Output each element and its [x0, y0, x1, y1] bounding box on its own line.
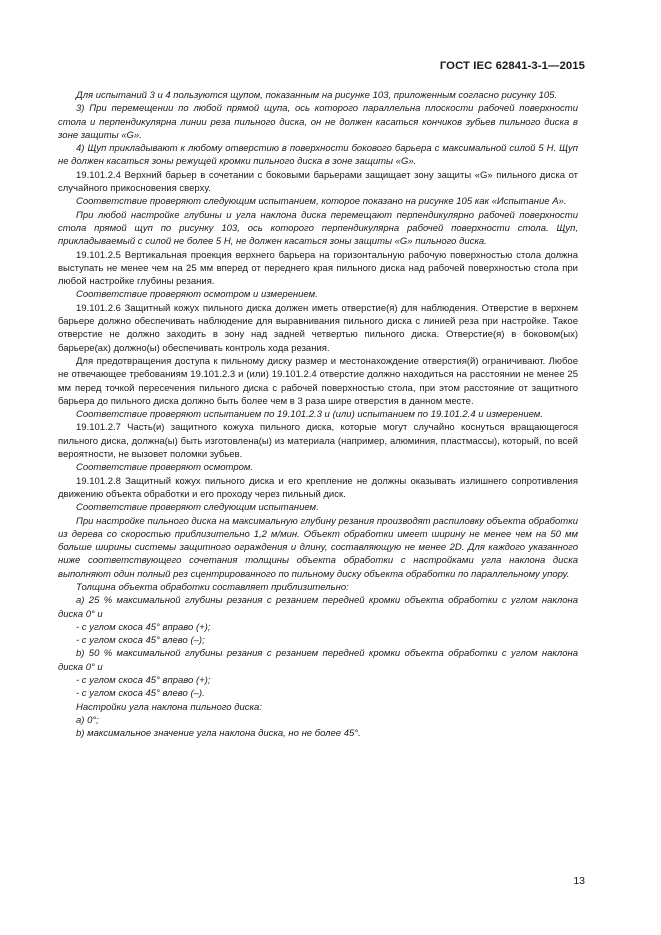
paragraph: 19.101.2.8 Защитный кожух пильного диска и его крепление не должны оказывать излишнего сопротивления движению объекта обработки и его проходу через пильный диск. [58, 475, 578, 500]
paragraph: Для испытаний 3 и 4 пользуются щупом, показанным на рисунке 103, приложенным согласно рисунку 105. [76, 90, 558, 101]
paragraph: 3) При перемещении по любой прямой щупа, ось которого параллельна плоскости рабочей поверхности стола и перпендикулярна линии реза пильного диска, он не должен касаться кончиков зубьев пильного диска в зоне защиты «G». [58, 103, 578, 141]
paragraph: 4) Щуп прикладывают к любому отверстию в поверхности бокового барьера с максимальной силой 5 Н. Щуп не должен касаться зоны режущей кромки пильного диска в зоне защиты «G». [58, 143, 578, 168]
list-item: - с углом скоса 45° вправо (+); [76, 621, 211, 633]
list-item: - с углом скоса 45° влево (–). [76, 688, 205, 700]
paragraph: 19.101.2.4 Верхний барьер в сочетании с боковыми барьерами защищает зону защиты «G» пильного диска от случайного прикосновения сверху. [58, 169, 578, 195]
page-number: 13 [573, 875, 585, 887]
paragraph: При любой настройке глубины и угла наклона диска перемещают перпендикулярно рабочей поверхности стола прямой щуп по рисунку 103, ось которого перпендикулярна рабочей поверхности стола. Щуп, прикладываемый с силой не более 5 Н, не должен касаться зоны защиты «G» пильного диска. [58, 209, 578, 248]
paragraph: 19.101.2.6 Защитный кожух пильного диска должен иметь отверстие(я) для наблюдения. Отверстие в верхнем барьере должно обеспечивать наблюдение для выравнивания пильного диска с линией реза при настройке. Такое отверстие не должно заходить в зону над задней четвертью пильного диска. Отверстие(я) в боковом(ых) барьере(ах) должно(ы) обеспечивать контроль хода резания. [58, 302, 578, 354]
paragraph: Соответствие проверяют следующим испытанием. [76, 502, 319, 514]
list-item: - с углом скоса 45° влево (–); [76, 635, 205, 647]
paragraph: При настройке пильного диска на максимальную глубину резания производят распиловку объекта обработки из дерева со скоростью приблизительно 1,2 м/мин. Объект обработки имеет ширину не менее чем на 50 мм больше ширины системы защитного ограждения и длину, составляющую не менее 2D. Для каждого указанного ниже соответствующего сочетания толщины объекта обработки с настройками угла наклона диска выполняют один полный рез сцентрированного по пильному диску объекта обработки по параллельному упору. [58, 515, 578, 580]
paragraph: Соответствие проверяют испытанием по 19.101.2.3 и (или) испытанием по 19.101.2.4 и измерением. [76, 409, 543, 421]
paragraph: Соответствие проверяют осмотром. [76, 462, 254, 474]
paragraph: Толщина объекта обработки составляет приблизительно: [76, 581, 349, 593]
list-item: a) 25 % максимальной глубины резания с резанием передней кромки объекта обработки с углом наклона диска 0° и [58, 595, 578, 620]
paragraph: Соответствие проверяют осмотром и измерением. [76, 289, 318, 301]
paragraph: Для предотвращения доступа к пильному диску размер и местонахождение отверстия(й) ограничивают. Любое не отвечающее требованиям 19.101.2.3 и (или) 19.101.2.4 отверстие должно находиться на расстоянии не менее 25 мм перед точкой пересечения пильного диска с рабочей поверхностью стола, при этом расстояние от защитного барьера до пильного диска должно быть более чем в 3 раза шире отверстия в данном месте. [58, 355, 578, 407]
document-header: ГОСТ IEC 62841-3-1—2015 [439, 60, 585, 72]
document-body [58, 89, 578, 741]
paragraph: Соответствие проверяют следующим испытанием, которое показано на рисунке 105 как «Испытание А». [76, 196, 567, 208]
paragraph: Настройки угла наклона пильного диска: [76, 701, 262, 713]
list-item: b) максимальное значение угла наклона диска, но не более 45°. [76, 728, 361, 740]
list-item: a) 0°; [76, 714, 99, 726]
list-item: b) 50 % максимальной глубины резания с резанием передней кромки объекта обработки с углом наклона диска 0° и [58, 648, 578, 673]
list-item: - с углом скоса 45° вправо (+); [76, 675, 211, 687]
paragraph: 19.101.2.5 Вертикальная проекция верхнего барьера на горизонтальную рабочую поверхностью стола должна выступать не менее чем на 25 мм вперед от переднего края пильного диска над рабочей поверхностью стола при любой настройке глубины резания. [58, 249, 578, 288]
paragraph: 19.101.2.7 Часть(и) защитного кожуха пильного диска, которые могут случайно коснуться вращающегося пильного диска, должна(ы) быть изготовлена(ы) из материала (например, алюминия, пластмассы), который, по всей вероятности, не вызовет поломки зубьев. [58, 422, 578, 461]
